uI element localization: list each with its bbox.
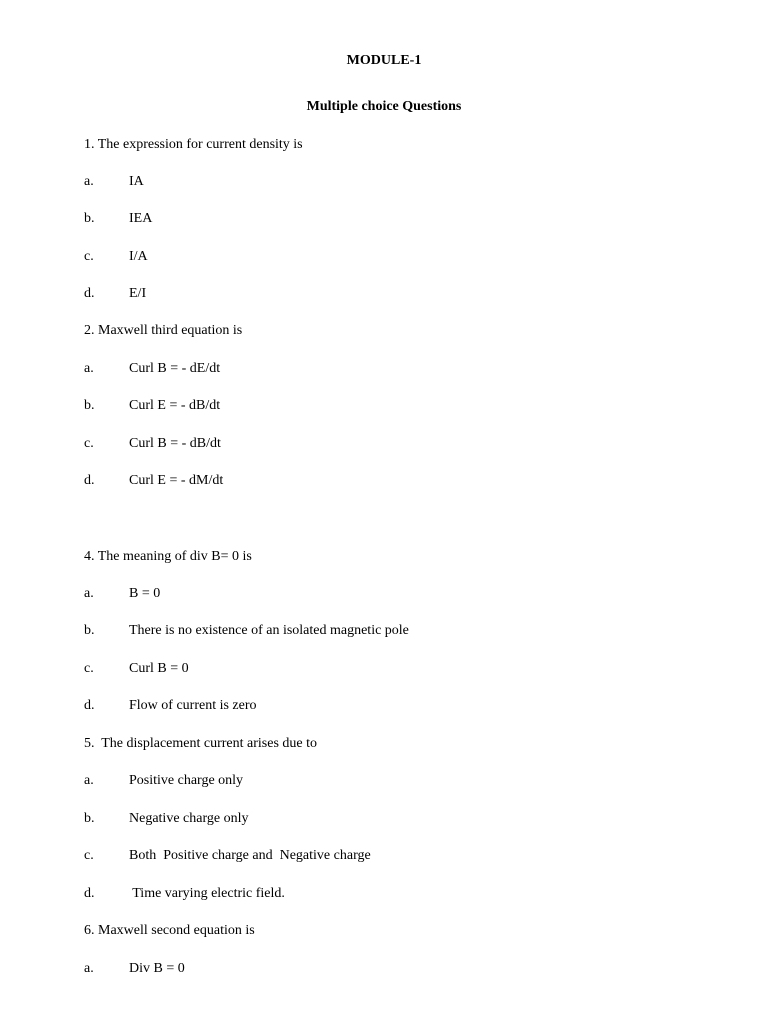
option-letter: d. xyxy=(84,286,95,301)
question-2-option-b xyxy=(84,398,220,414)
option-letter: b. xyxy=(84,623,95,638)
option-text: Curl B = 0 xyxy=(129,661,189,676)
question-2-option-a xyxy=(84,361,220,377)
option-letter: c. xyxy=(84,249,94,264)
question-1-option-c xyxy=(84,249,148,265)
question-5-option-c xyxy=(84,848,371,864)
question-2-option-d xyxy=(84,473,223,489)
option-letter: d. xyxy=(84,473,95,488)
question-4-option-a xyxy=(84,586,160,602)
option-letter: d. xyxy=(84,886,95,901)
option-letter: d. xyxy=(84,698,95,713)
option-text: Flow of current is zero xyxy=(129,698,257,713)
option-letter: b. xyxy=(84,398,95,413)
question-4-option-c xyxy=(84,661,189,677)
page-subtitle: Multiple choice Questions xyxy=(306,99,462,114)
question-2: 2. Maxwell third equation is xyxy=(84,323,243,338)
option-letter: a. xyxy=(84,361,94,376)
question-2-option-c xyxy=(84,436,221,452)
option-letter: b. xyxy=(84,811,95,826)
question-1: 1. The expression for current density is xyxy=(84,137,303,152)
question-4-option-d xyxy=(84,698,257,714)
question-6-option-a xyxy=(84,961,185,977)
option-letter: c. xyxy=(84,436,94,451)
question-1-option-d xyxy=(84,286,146,302)
option-letter: b. xyxy=(84,211,95,226)
option-text: Both Positive charge and Negative charge xyxy=(129,848,371,863)
question-5: 5. The displacement current arises due to xyxy=(84,736,317,751)
option-text: E/I xyxy=(129,286,147,301)
option-text: Curl B = - dE/dt xyxy=(129,361,221,376)
option-text: Curl E = - dB/dt xyxy=(129,398,221,413)
question-5-option-b xyxy=(84,811,248,827)
question-1-option-a xyxy=(84,174,144,190)
question-4-option-b xyxy=(84,623,409,639)
option-text: Curl B = - dB/dt xyxy=(129,436,221,451)
option-text: There is no existence of an isolated magnetic pole xyxy=(129,623,409,638)
option-text: B = 0 xyxy=(129,586,161,601)
question-5-option-a xyxy=(84,773,243,789)
question-1-option-b xyxy=(84,211,152,227)
option-text: Positive charge only xyxy=(129,773,244,788)
option-letter: c. xyxy=(84,661,94,676)
question-5-option-d xyxy=(84,886,285,902)
option-text: Curl E = - dM/dt xyxy=(129,473,224,488)
option-letter: a. xyxy=(84,961,94,976)
option-letter: a. xyxy=(84,174,94,189)
option-text: Time varying electric field. xyxy=(129,886,285,901)
option-text: I/A xyxy=(129,249,148,264)
option-text: Div B = 0 xyxy=(129,961,185,976)
question-6: 6. Maxwell second equation is xyxy=(84,923,255,938)
option-text: IA xyxy=(129,174,144,189)
option-letter: a. xyxy=(84,773,94,788)
option-letter: a. xyxy=(84,586,94,601)
option-text: IEA xyxy=(129,211,153,226)
question-4: 4. The meaning of div B= 0 is xyxy=(84,549,252,564)
option-text: Negative charge only xyxy=(129,811,249,826)
page-title: MODULE-1 xyxy=(346,53,422,68)
option-letter: c. xyxy=(84,848,94,863)
